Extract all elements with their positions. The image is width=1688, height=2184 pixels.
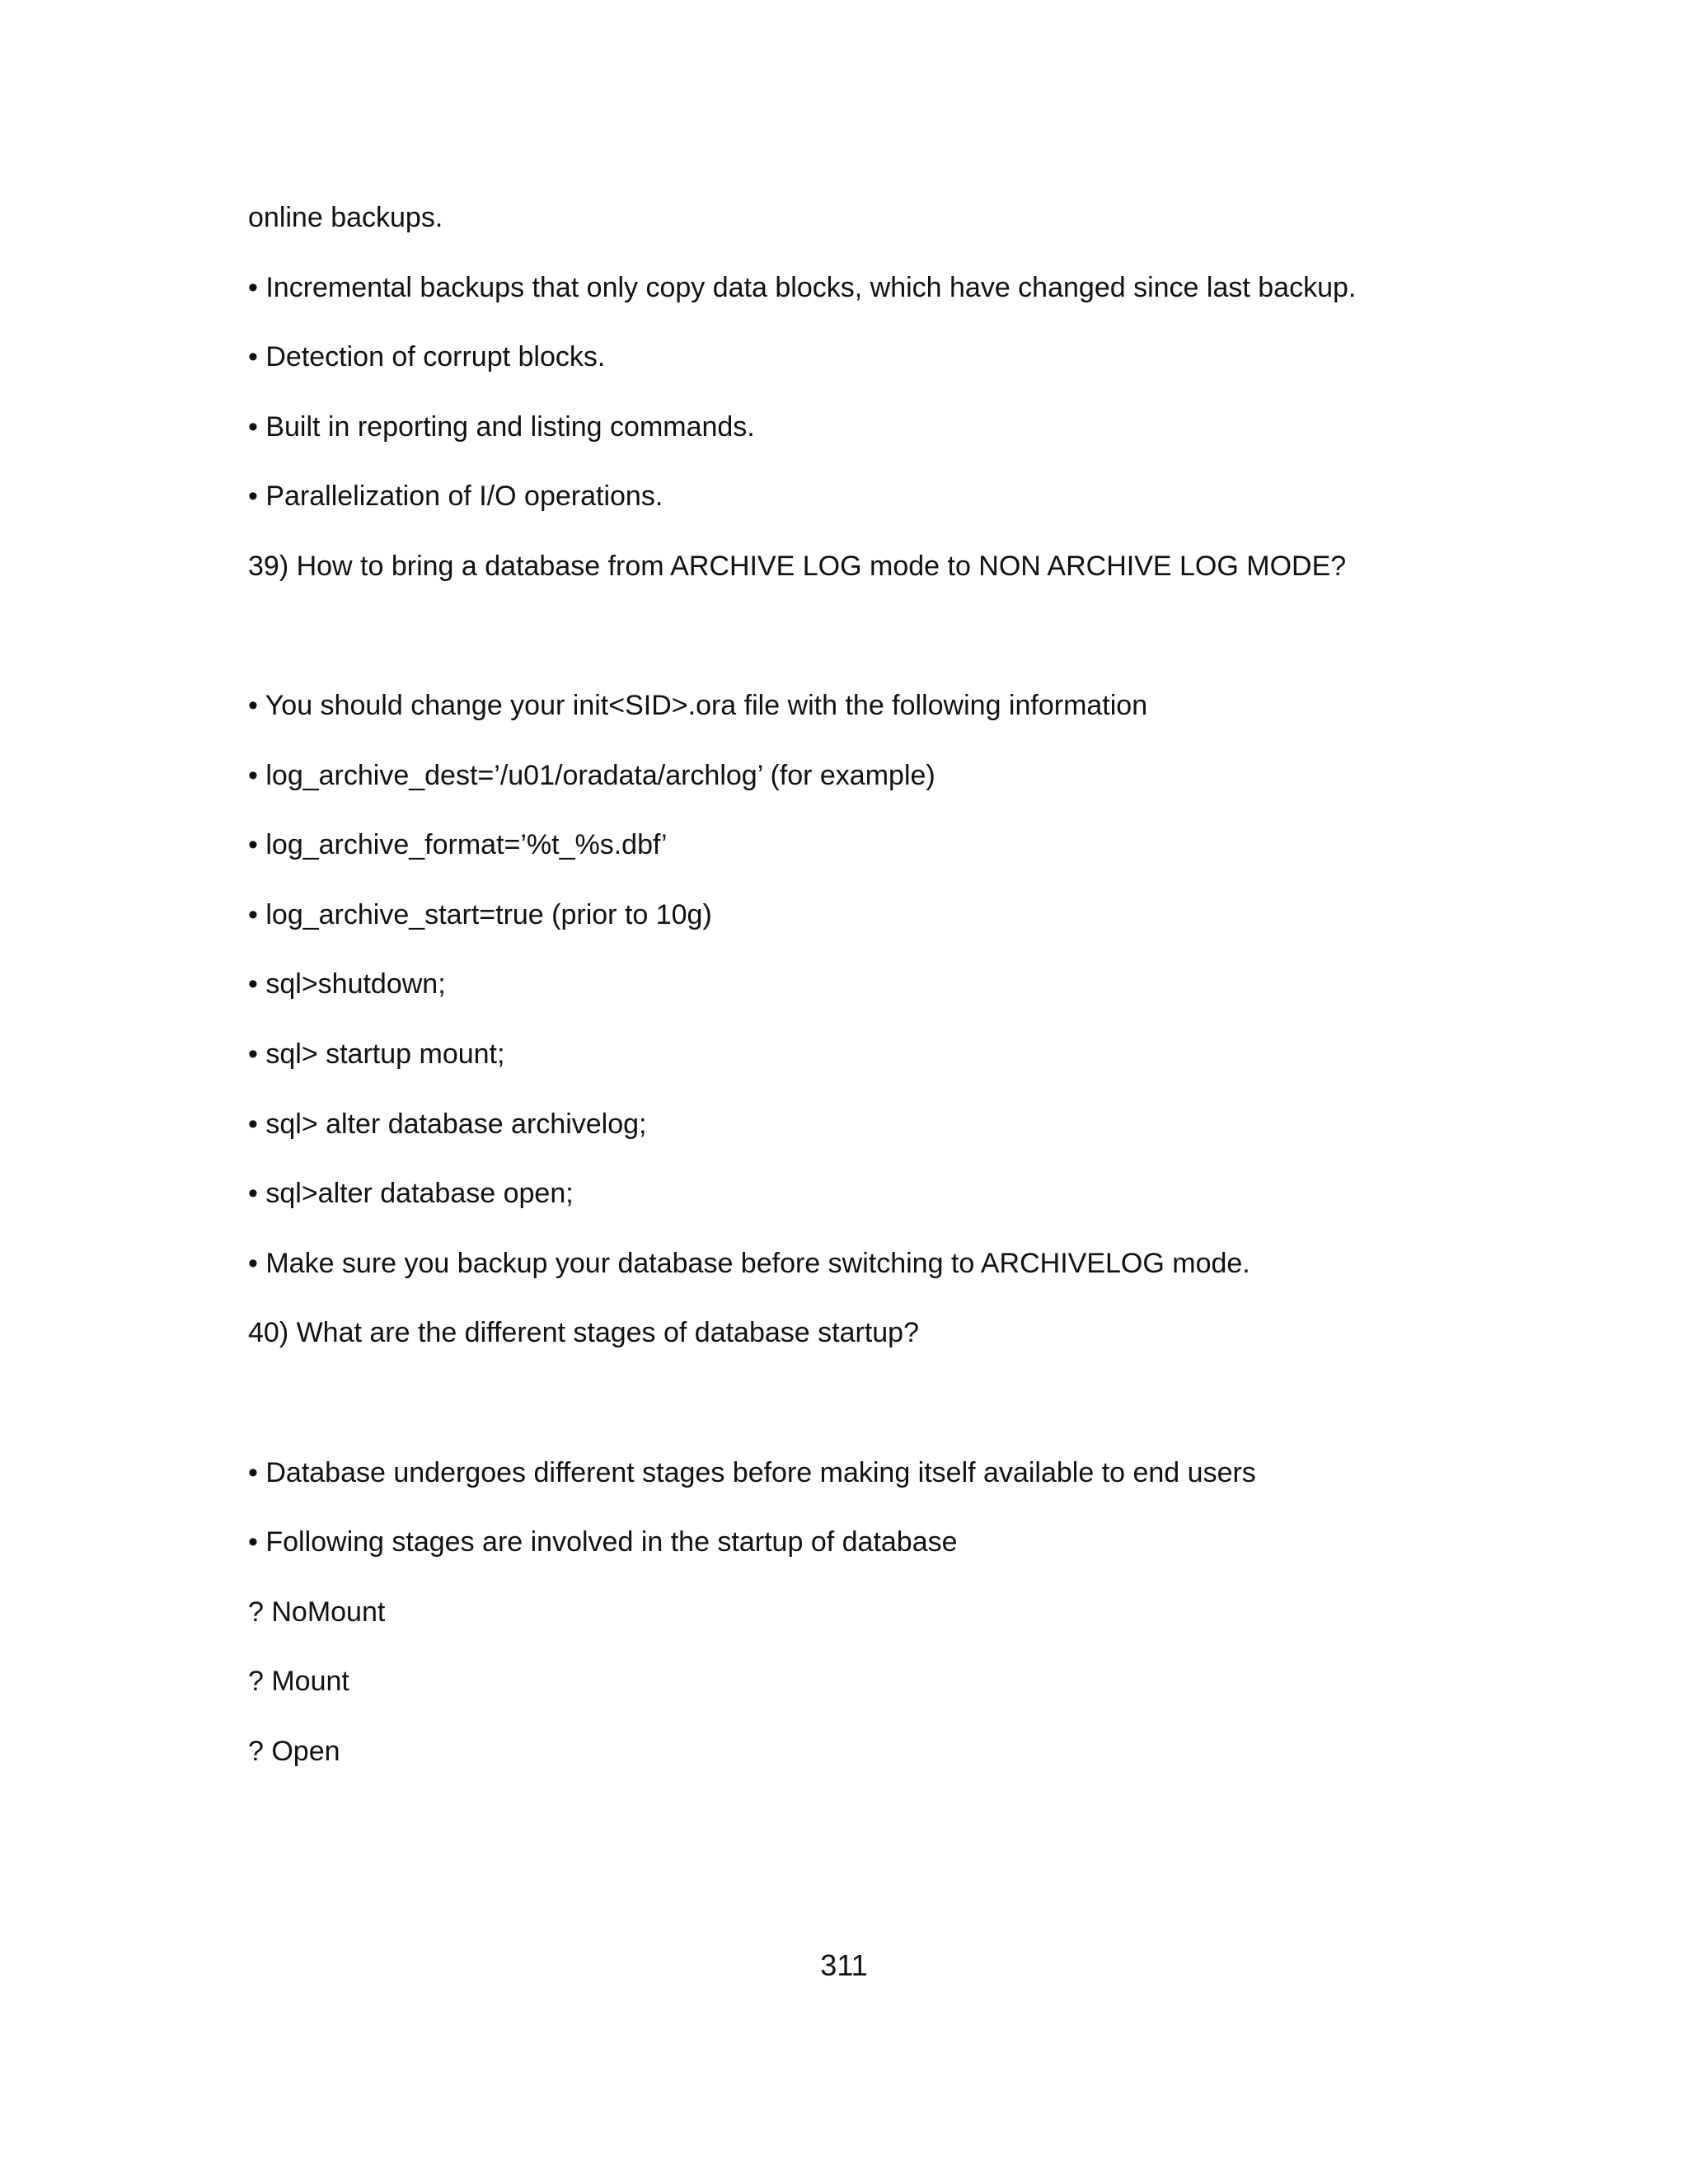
bullet-item: • You should change your init<SID>.ora file with the following information	[248, 690, 1148, 721]
question-heading: 40) What are the different stages of database startup?	[248, 1317, 919, 1348]
body-text-line: online backups.	[248, 202, 443, 233]
sub-item: ? NoMount	[248, 1596, 386, 1628]
bullet-item: • log_archive_start=true (prior to 10g)	[248, 899, 712, 930]
sub-item: ? Open	[248, 1736, 340, 1767]
bullet-item: • sql>shutdown;	[248, 968, 446, 1000]
question-heading: 39) How to bring a database from ARCHIVE LOG mode to NON ARCHIVE LOG MODE?	[248, 551, 1347, 582]
bullet-item: • Database undergoes different stages before making itself available to end users	[248, 1457, 1256, 1488]
bullet-item: • Make sure you backup your database before switching to ARCHIVELOG mode.	[248, 1248, 1250, 1279]
bullet-item: • Following stages are involved in the startup of database	[248, 1526, 958, 1558]
bullet-item: • sql>alter database open;	[248, 1178, 574, 1209]
bullet-item: • sql> alter database archivelog;	[248, 1108, 647, 1140]
sub-item: ? Mount	[248, 1666, 349, 1697]
bullet-item: • log_archive_format=’%t_%s.dbf’	[248, 829, 668, 860]
bullet-item: • Parallelization of I/O operations.	[248, 480, 663, 512]
bullet-item: • Incremental backups that only copy data blocks, which have changed since last backup.	[248, 272, 1357, 303]
bullet-item: • Detection of corrupt blocks.	[248, 341, 606, 373]
bullet-item: • log_archive_dest=’/u01/oradata/archlog’ (for example)	[248, 760, 935, 791]
bullet-item: • Built in reporting and listing commands.	[248, 411, 755, 443]
bullet-item: • sql> startup mount;	[248, 1038, 505, 1070]
page-number: 311	[820, 1948, 868, 1982]
